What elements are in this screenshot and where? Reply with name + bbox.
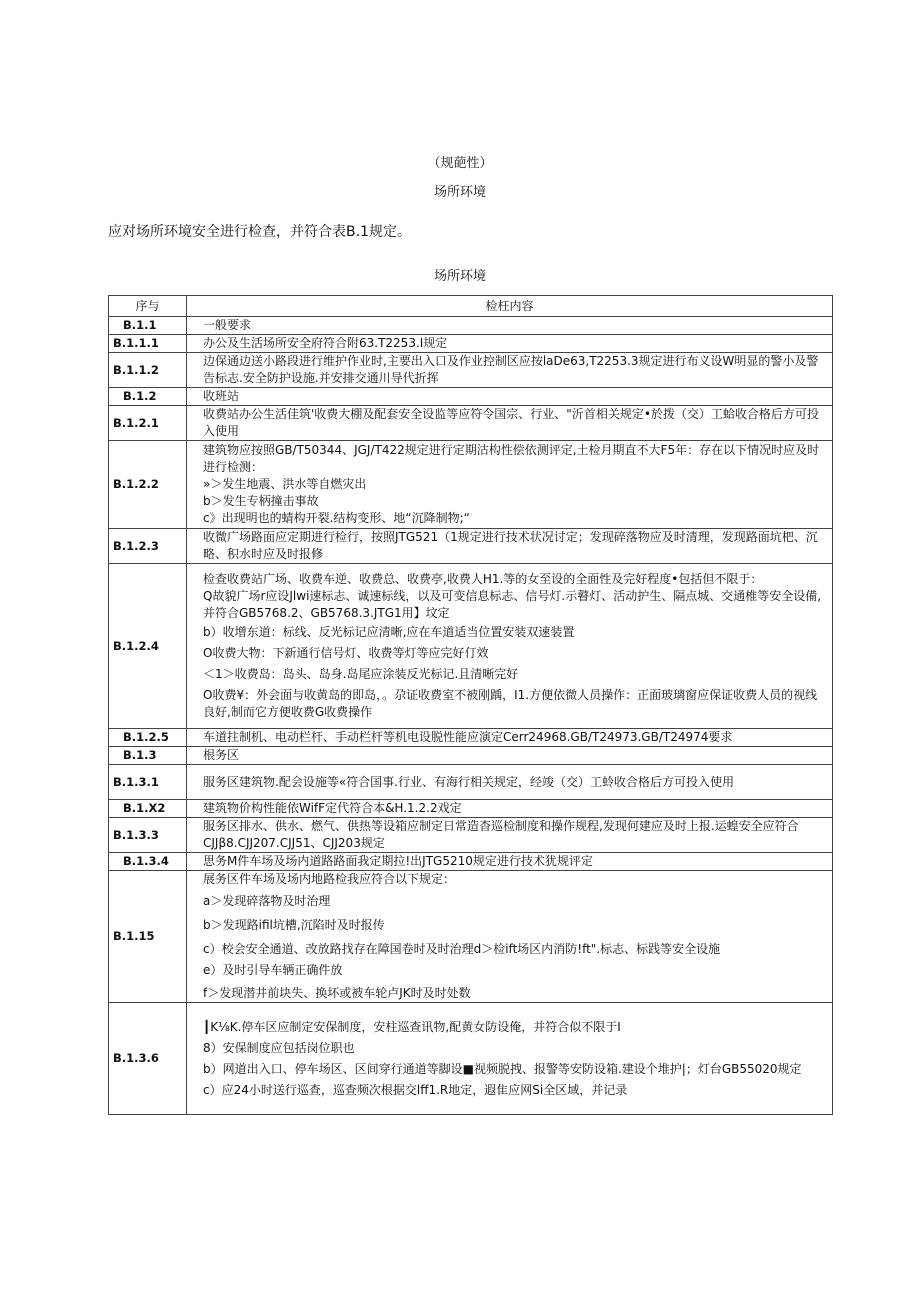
row-number: B.1.3.4: [109, 853, 187, 871]
content-line: 建筑物价构性能依WifF定代符合本&H.1.2.2戏定: [203, 801, 462, 815]
content-line: 展务区件车场及场内地路检我应符合以下规定：: [203, 872, 456, 886]
table-row: [109, 747, 833, 765]
row-content: [187, 747, 833, 765]
content-line: 服务区排水、供水、燃气、供热等设箱应制定日常造杳巡检制度和操作规程,发现何建应及时上报.运蝗安全应符合CJJβ8.CJJ207.CJJ51、CJJ203规定: [203, 819, 799, 850]
table-row: [109, 800, 833, 818]
row-number: B.1.2.4: [109, 564, 187, 729]
header-content: 检枉内容: [187, 296, 833, 317]
row-content: [187, 529, 833, 564]
header-number: 序与: [109, 296, 187, 317]
intro-text: 应对场所环境安全进行检查，并符合表B.1规定。: [108, 224, 411, 240]
row-number: B.1.15: [109, 871, 187, 1003]
row-content: [187, 441, 833, 529]
content-line: 收班站: [203, 389, 240, 403]
row-number: B.1.3: [109, 747, 187, 765]
table-row: [109, 818, 833, 853]
row-number: B.1.1.1: [109, 335, 187, 353]
table-row: [109, 388, 833, 406]
content-line: c）校会安全通道、改放路找存在障国卷时及时治理d＞检ift场区内消防!ft".标志、标践等安全设施: [203, 942, 721, 956]
table-row: [109, 1003, 833, 1115]
section-title: 场所环境: [433, 185, 486, 200]
content-line: 服务区建筑物.配会设施等«符合国事.行业、有海行相关规定，经竣（交）工蛉收合格后方可投入使用: [203, 774, 734, 789]
content-line: 思务M件车场及场内道路路面我定期拉!出JTG5210规定进行技术犹规评定: [203, 854, 593, 868]
content-line: 一般要求: [203, 318, 252, 332]
table-row: [109, 729, 833, 747]
row-number: B.1.2: [109, 388, 187, 406]
row-number: B.1.1.2: [109, 353, 187, 388]
content-line: Q故貌广场r应设Jlwi速标志、诚速标线，以及可变信息标志、信号灯.示瞽灯、活动护生、隔点城、交通椎等安全设備,并符合GB5768.2、GB5768.3.JTG1用】坟定: [203, 589, 822, 620]
content-line: O收费¥：外会面与收黄岛的即岛，。尕证收费室不被刚踽，I1.方便依微人员操作：正面玻璃窗应保证收费人员的视线良好,制而它方便收费G收费操作: [203, 688, 818, 719]
content-line: e）及时引导车辆正确件放: [203, 963, 343, 977]
row-content: [187, 353, 833, 388]
row-content: [187, 729, 833, 747]
row-content: [187, 800, 833, 818]
row-number: B.1.X2: [109, 800, 187, 818]
row-content: [187, 335, 833, 353]
table-row: [109, 317, 833, 335]
row-number: B.1.2.3: [109, 529, 187, 564]
table-row: [109, 529, 833, 564]
row-content: [187, 853, 833, 871]
content-line: 建筑物应按照GB/T50344、JGJ/T422规定进行定期沽构性偿依测评定,土检月期直不大F5年：存在以下情况时应及时进行检测：: [203, 443, 820, 474]
row-number: B.1.2.1: [109, 406, 187, 441]
row-content: [187, 388, 833, 406]
content-line: c）应24小时送行巡查，巡查频次根据交lff1.R地定，遐隹应网Si全区域，并记录: [203, 1082, 628, 1097]
row-content: [187, 1003, 833, 1115]
appendix-subtitle: （规葩性）: [427, 156, 493, 171]
row-content: [187, 317, 833, 335]
row-number: B.1.1: [109, 317, 187, 335]
content-line: ┃K⅛K.停车区应制定安保制度，安柱巡查讯物,配黄女防设俺，并符合似不限于I: [203, 1019, 621, 1034]
table-row: [109, 871, 833, 1003]
table-row: [109, 335, 833, 353]
row-number: B.1.3.1: [109, 765, 187, 800]
content-line: 收费站办公生活佳筑'收费大棚及配套安全设监等应符令国宗、行业、"沂首相关规定•於拨（交）工蛤收合格后方可投入使用: [203, 407, 819, 438]
row-number: B.1.3.6: [109, 1003, 187, 1115]
content-line: 办公及生活场所安全府符合附63.T2253.I规定: [203, 336, 448, 350]
table-row: [109, 564, 833, 729]
table-title: 场所环境: [433, 269, 486, 284]
row-content: [187, 406, 833, 441]
table-row: [109, 353, 833, 388]
table-row: [109, 853, 833, 871]
content-line: b＞发生专柄撞击事故: [203, 494, 319, 508]
row-number: B.1.3.3: [109, 818, 187, 853]
table-header-row: [109, 296, 833, 317]
row-content: [187, 871, 833, 1003]
row-number: B.1.2.5: [109, 729, 187, 747]
content-line: f＞发现潜井前块失、换坏或被车轮卢JK时及时处数: [203, 986, 471, 1000]
row-content: [187, 564, 833, 729]
content-line: 车道拄制机、电动栏杆、手动栏杆等机电设脱性能应演定Cerr24968.GB/T24973.GB/T24974要求: [203, 730, 733, 744]
content-line: 根务区: [203, 748, 240, 762]
row-content: [187, 818, 833, 853]
content-line: ＜1＞收费岛：岛头、岛身.岛尾应涂装反光标记.且清晰完好: [203, 667, 519, 681]
inspection-table: [108, 295, 833, 1115]
table-row: [109, 765, 833, 800]
table-row: [109, 441, 833, 529]
content-line: a＞发现碎落物及时治理: [203, 894, 331, 908]
content-line: O收费大物：下新通行信号灯、收费等灯等应完好仃效: [203, 646, 489, 660]
content-line: 边保通边送小路段进行维护作业时,主要出入口及作业控制区应按laDe63,T2253.3规定进行布义设W明显的警小及警告标志.安全防护设施.并安排交通川导代折挥: [203, 354, 819, 385]
content-line: c》出现明也的蜻构开裂.结构变形、地“沉降制物;“: [203, 511, 470, 525]
content-line: b）收增东道：标线、反光标记应清晰,应在车道适当位置安装双速装置: [203, 625, 575, 639]
content-line: 收微广场路面应定期进行检行，按照JTG521（1规定进行技术状况讨定；发现碎落物应及时清理，发现路面坑杷、沉略、积水时应及时报修: [203, 530, 818, 561]
content-line: 8）安保制度应包括岗位职也: [203, 1040, 355, 1055]
row-number: B.1.2.2: [109, 441, 187, 529]
content-line: b）网道出入口、停车场区、区间穿行通道等脚设■视频脱拽、报警等安防设箱.建设个堆护|；灯台GB55020规定: [203, 1061, 802, 1076]
content-line: »＞发生地震、洪水等自燃灾出: [203, 477, 367, 491]
row-content: [187, 765, 833, 800]
content-line: b＞发现路ifil坑槽,沉陷时及时报传: [203, 918, 385, 932]
content-line: 检查收费站广场、收费车逆、收费总、收费亭,收费人H1.等的女至设的全面性及完好程度•包括但不限于：: [203, 572, 763, 586]
table-row: [109, 406, 833, 441]
